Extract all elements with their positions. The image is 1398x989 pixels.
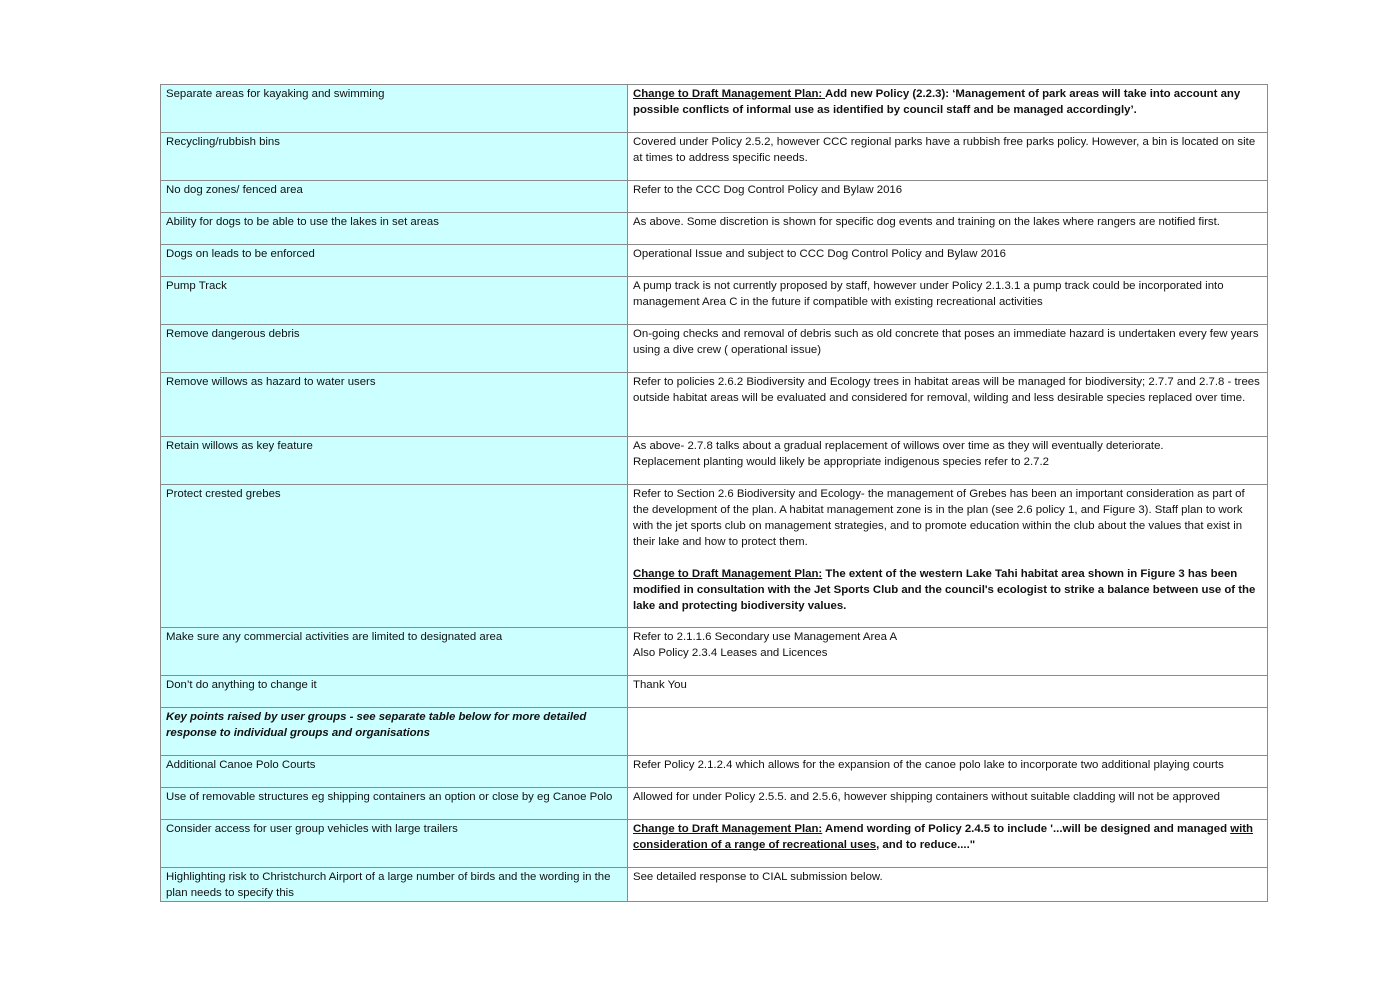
response-cell: Covered under Policy 2.5.2, however CCC regional parks have a rubbish free parks policy. However, a bin is located on site at times to address specific needs. (628, 133, 1268, 181)
response-cell: Allowed for under Policy 2.5.5. and 2.5.6, however shipping containers without suitable cladding will not be approved (628, 788, 1268, 820)
response-cell: A pump track is not currently proposed by staff, however under Policy 2.1.3.1 a pump track could be incorporated into management Area C in the future if compatible with existing recreational activities (628, 277, 1268, 325)
response-line: As above- 2.7.8 talks about a gradual replacement of willows over time as they will eventually deteriorate. (633, 440, 1164, 452)
response-line: Also Policy 2.3.4 Leases and Licences (633, 647, 828, 659)
table-row (161, 868, 1268, 902)
issue-cell: Protect crested grebes (161, 485, 628, 628)
issue-cell: Make sure any commercial activities are limited to designated area (161, 628, 628, 676)
response-cell: As above. Some discretion is shown for specific dog events and training on the lakes where rangers are notified first. (628, 213, 1268, 245)
table-row (161, 756, 1268, 788)
issue-cell: Use of removable structures eg shipping containers an option or close by eg Canoe Polo (161, 788, 628, 820)
plan-change-paragraph (633, 566, 1262, 614)
response-cell: See detailed response to CIAL submission below. (628, 868, 1268, 902)
issue-cell: No dog zones/ fenced area (161, 181, 628, 213)
issue-cell: Pump Track (161, 277, 628, 325)
table-row (161, 373, 1268, 437)
table-row (161, 181, 1268, 213)
response-cell: On-going checks and removal of debris such as old concrete that poses an immediate hazard is undertaken every few years using a dive crew ( operational issue) (628, 325, 1268, 373)
table-row (161, 708, 1268, 756)
table-row (161, 85, 1268, 133)
plan-change-label: Change to Draft Management Plan: (633, 823, 823, 835)
response-cell (628, 628, 1268, 676)
issue-cell: Dogs on leads to be enforced (161, 245, 628, 277)
table-row (161, 277, 1268, 325)
table-row (161, 437, 1268, 485)
table-row (161, 485, 1268, 628)
plan-change-text: Amend wording of Policy 2.4.5 to include '...will be designed and managed (822, 823, 1231, 835)
response-cell (628, 437, 1268, 485)
issue-cell-heading: Key points raised by user groups - see separate table below for more detailed response to individual groups and organisations (161, 708, 628, 756)
plan-change-emphasis: with consideration of a range of recreational uses (633, 823, 1253, 851)
table-row (161, 325, 1268, 373)
table-row (161, 820, 1268, 868)
response-cell: Thank You (628, 676, 1268, 708)
issue-cell: Highlighting risk to Christchurch Airport of a large number of birds and the wording in the plan needs to specify this (161, 868, 628, 902)
issue-cell: Remove dangerous debris (161, 325, 628, 373)
response-cell: Refer Policy 2.1.2.4 which allows for the expansion of the canoe polo lake to incorporate two additional playing courts (628, 756, 1268, 788)
issue-cell: Recycling/rubbish bins (161, 133, 628, 181)
response-cell: Refer to policies 2.6.2 Biodiversity and Ecology trees in habitat areas will be managed for biodiversity; 2.7.7 and 2.7.8 - trees outside habitat areas will be evaluated and considered for removal, wilding and less desirable species replaced over time. (628, 373, 1268, 437)
table-row (161, 133, 1268, 181)
response-cell (628, 85, 1268, 133)
submissions-response-table (160, 84, 1268, 902)
response-paragraph: Refer to Section 2.6 Biodiversity and Ecology- the management of Grebes has been an important consideration as part of the development of the plan. A habitat management zone is in the plan (see 2.6 policy 1, and Figure 3). Staff plan to work with the jet sports club on management strategies, and to promote education within the club about the values that exist in their lake and how to protect them. (633, 488, 1245, 548)
table-row (161, 628, 1268, 676)
issue-cell: Separate areas for kayaking and swimming (161, 85, 628, 133)
table-row (161, 213, 1268, 245)
issue-cell: Ability for dogs to be able to use the lakes in set areas (161, 213, 628, 245)
issue-cell: Retain willows as key feature (161, 437, 628, 485)
issue-cell: Consider access for user group vehicles with large trailers (161, 820, 628, 868)
table-row (161, 245, 1268, 277)
response-line: Replacement planting would likely be appropriate indigenous species refer to 2.7.2 (633, 456, 1050, 468)
issue-cell: Don’t do anything to change it (161, 676, 628, 708)
plan-change-text: , and to reduce...." (876, 839, 976, 851)
response-cell: Operational Issue and subject to CCC Dog Control Policy and Bylaw 2016 (628, 245, 1268, 277)
response-cell: Refer to the CCC Dog Control Policy and Bylaw 2016 (628, 181, 1268, 213)
table-row (161, 788, 1268, 820)
response-cell (628, 820, 1268, 868)
plan-change-label: Change to Draft Management Plan: (633, 568, 823, 580)
issue-cell: Additional Canoe Polo Courts (161, 756, 628, 788)
issue-cell: Remove willows as hazard to water users (161, 373, 628, 437)
table-row (161, 676, 1268, 708)
response-line: Refer to 2.1.1.6 Secondary use Management Area A (633, 631, 898, 643)
plan-change-label: Change to Draft Management Plan: (633, 88, 825, 100)
plan-change-text: The extent of the western Lake Tahi habitat area shown in Figure 3 has been modified in consultation with the Jet Sports Club and the council's ecologist to strike a balance between use of the lake and protecting biodiversity values. (633, 568, 1256, 612)
plan-change-text: Add new Policy (2.2.3): ‘Management of park areas will take into account any possible conflicts of informal use as identified by council staff and be managed accordingly’. (633, 88, 1241, 116)
response-cell (628, 708, 1268, 756)
response-cell (628, 485, 1268, 628)
